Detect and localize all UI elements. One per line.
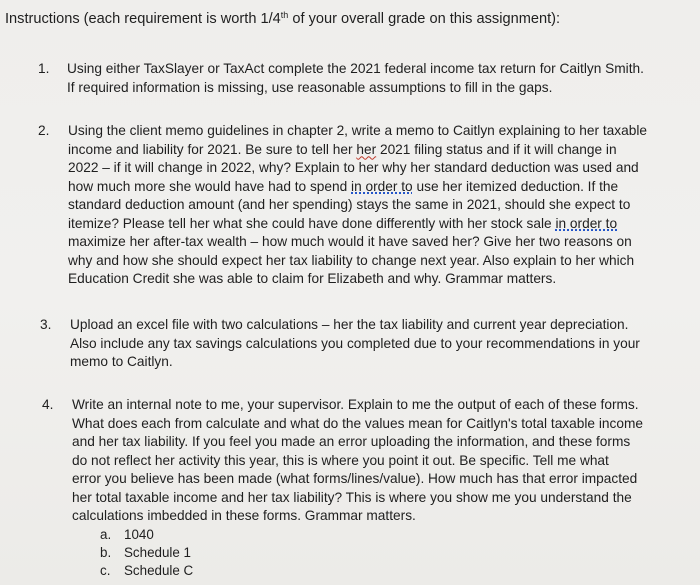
requirement-line: standard deduction amount (and her spending) stays the same in 2021, should she expect to [68,197,631,212]
proofing-squiggle: in order to [555,215,618,231]
requirement-line: memo to Caitlyn. [70,354,173,369]
requirement-line: What does each from calculate and what do the values mean for Caitlyn's total taxable income [72,415,643,431]
requirement-line: Using the client memo guidelines in chapter 2, write a memo to Caitlyn explaining to her taxable [68,123,647,138]
requirement-line: maximize her after-tax wealth – how much would it have saved her? Give her two reasons on [68,234,632,249]
heading-text-end: of your overall grade on this assignment): [288,11,561,27]
requirement-line: why and how she should expect her tax liability to change next year. Also explain to her which [68,252,635,268]
requirement-line: Write an internal note to me, your supervisor. Explain to me the output of each of these forms. [72,397,639,412]
requirement-number: 3. [40,317,52,332]
form-name: 1040 [124,527,154,542]
form-name: Schedule 1 [124,545,192,560]
heading-text: Instructions (each requirement is worth 1/4 [5,11,281,27]
requirement-line-with-squiggle: itemize? Please tell her what she could have done differently with her stock sale in order to [68,215,618,231]
instructions-heading [5,10,560,28]
requirement-line: Using either TaxSlayer or TaxAct complete the 2021 federal income tax return for Caitlyn Smith. [67,61,644,76]
form-name: Schedule C [124,563,194,578]
proofing-squiggle: her [356,141,377,157]
requirement-number: 1. [38,61,50,76]
requirement-line-with-squiggle: how much more she would have had to spend in order to use her itemized deduction. If the [68,178,619,194]
requirement-line-with-squiggle: income and liability for 2021. Be sure to tell her her 2021 filing status and if it will change in [68,141,617,157]
requirement-line: error you believe has been made (what forms/lines/value). How much has that error impacted [72,471,638,486]
requirement-line: If required information is missing, use reasonable assumptions to fill in the gaps. [67,79,553,95]
requirement-line: calculations imbedded in these forms. Grammar matters. [72,508,416,523]
form-list-letter: b. [100,545,112,560]
requirement-line: do not reflect her activity this year, this is where you point it out. Be specific. Tell me what [72,452,609,468]
requirement-line: and her tax liability. If you feel you made an error uploading the information, and these forms [72,434,631,449]
requirement-line: Education Credit she was able to claim for Elizabeth and why. Grammar matters. [68,271,557,286]
requirement-line: 2022 – if it will change in 2022, why? Explain to her why her standard deduction was used and [68,160,639,175]
requirement-number: 4. [42,397,54,412]
requirement-line: Also include any tax savings calculations you completed due to your recommendations in your [70,335,640,351]
requirement-number: 2. [38,123,50,138]
requirement-line: Upload an excel file with two calculations – her the tax liability and current year depreciation. [70,317,629,332]
heading-superscript: th [280,10,289,20]
form-list-letter: a. [100,527,112,542]
requirement-line: her total taxable income and her tax liability? This is where you show me you understand the [72,489,632,505]
form-list-letter: c. [100,563,111,578]
proofing-squiggle: in order to [351,178,413,194]
